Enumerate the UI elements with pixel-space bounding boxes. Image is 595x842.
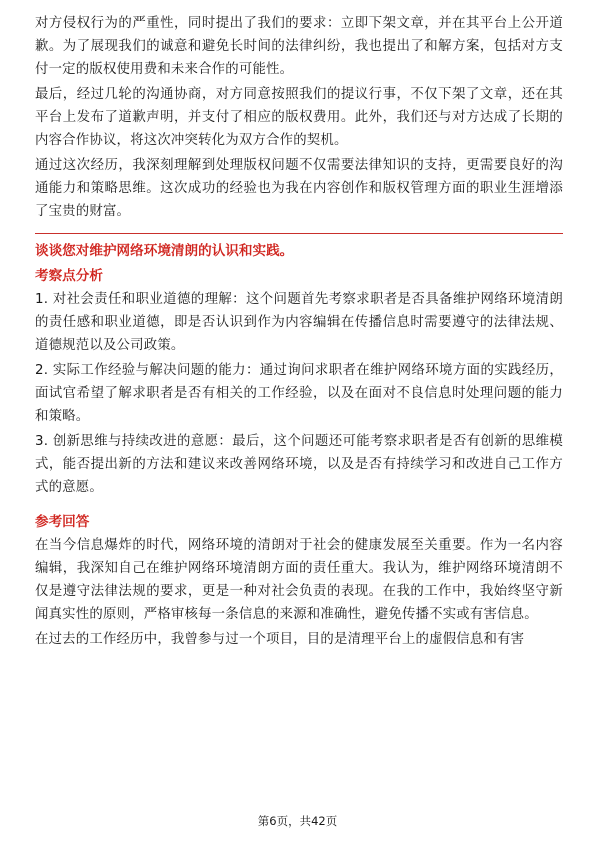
analysis-item: 2. 实际工作经验与解决问题的能力：通过询问求职者在维护网络环境方面的实践经历，面试官希望了解求职者是否有相关的工作经验，以及在面对不良信息时处理问题的能力和策略。 — [35, 363, 563, 424]
analysis-item: 3. 创新思维与持续改进的意愿：最后，这个问题还可能考察求职者是否有创新的思维模式，能否提出新的方法和建议来改善网络环境，以及是否有持续学习和改进自己工作方式的意愿。 — [35, 434, 563, 495]
page-content — [35, 12, 563, 653]
answer-heading: 参考回答 — [35, 514, 90, 530]
section-divider — [35, 233, 563, 234]
paragraph: 通过这次经历，我深刻理解到处理版权问题不仅需要法律知识的支持，更需要良好的沟通能力和策略思维。这次成功的经验也为我在内容创作和版权管理方面的职业生涯增添了宝贵的财富。 — [35, 158, 563, 219]
analysis-item: 1. 对社会责任和职业道德的理解：这个问题首先考察求职者是否具备维护网络环境清朗的责任感和职业道德，即是否认识到作为内容编辑在传播信息时需要遵守的法律法规、道德规范以及公司政策。 — [35, 292, 563, 353]
answer-paragraph: 在当今信息爆炸的时代，网络环境的清朗对于社会的健康发展至关重要。作为一名内容编辑，我深知自己在维护网络环境清朗方面的责任重大。我认为，维护网络环境清朗不仅是遵守法律法规的要求，更是一种对社会负责的表现。在我的工作中，我始终坚守新闻真实性的原则，严格审核每一条信息的来源和准确性，避免传播不实或有害信息。 — [35, 538, 563, 622]
analysis-heading: 考察点分析 — [35, 268, 103, 284]
paragraph: 最后，经过几轮的沟通协商，对方同意按照我们的提议行事，不仅下架了文章，还在其平台上发布了道歉声明，并支付了相应的版权费用。此外，我们还与对方达成了长期的内容合作协议，将这次冲突转化为双方合作的契机。 — [35, 87, 563, 148]
paragraph: 对方侵权行为的严重性，同时提出了我们的要求：立即下架文章，并在其平台上公开道歉。为了展现我们的诚意和避免长时间的法律纠纷，我也提出了和解方案，包括对方支付一定的版权使用费和未来合作的可能性。 — [35, 16, 563, 77]
answer-paragraph: 在过去的工作经历中，我曾参与过一个项目，目的是清理平台上的虚假信息和有害 — [35, 632, 525, 647]
page-number: 第6页，共42页 — [257, 814, 338, 828]
question-heading: 谈谈您对维护网络环境清朗的认识和实践。 — [35, 243, 294, 259]
